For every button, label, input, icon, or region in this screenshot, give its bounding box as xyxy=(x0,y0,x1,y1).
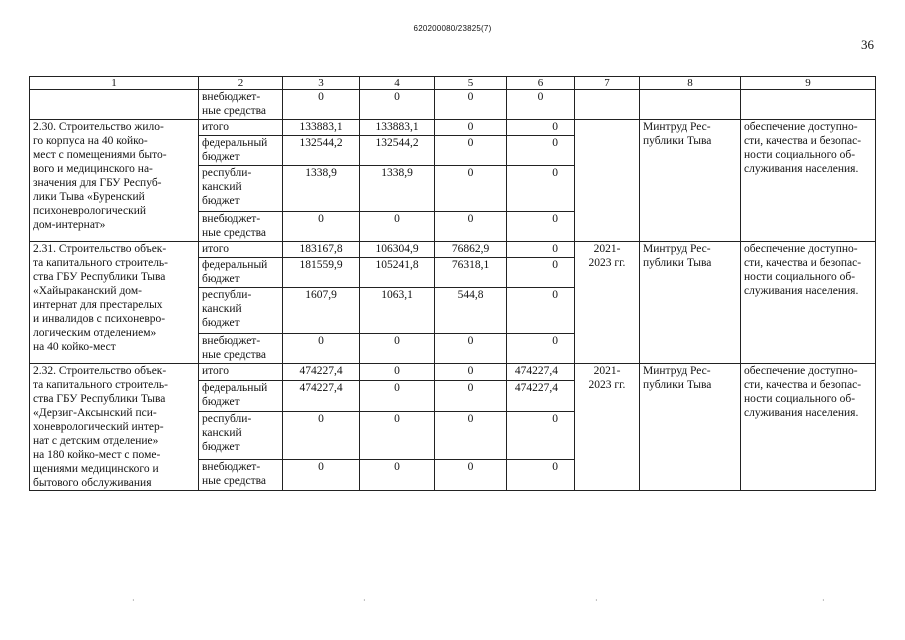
value-2023: 0 xyxy=(507,90,575,120)
value-total: 132544,2 xyxy=(283,136,360,166)
header-cell: 3 xyxy=(283,77,360,90)
value-2021: 0 xyxy=(360,411,435,459)
implementation-years: 2021- 2023 гг. xyxy=(575,242,640,364)
executor: Минтруд Рес- публики Тыва xyxy=(640,364,741,491)
value-2022: 0 xyxy=(435,136,507,166)
table-body xyxy=(30,77,876,491)
value-2021: 0 xyxy=(360,212,435,242)
object-title: 2.32. Строительство объек- та капитального строитель- ства ГБУ Республики Тыва «Дерзиг-Аксынский пси- хоневрологический интер- нат с детским отделение» на 180 койко-мест с поме- щениями медицинского и бытового обслуживания xyxy=(30,364,199,491)
value-2023: 0 xyxy=(507,258,575,288)
table-row xyxy=(30,242,876,258)
value-2022: 0 xyxy=(435,459,507,490)
value-2021: 1063,1 xyxy=(360,288,435,334)
value-2023: 0 xyxy=(507,459,575,490)
header-row xyxy=(30,77,876,90)
value-2023: 0 xyxy=(507,212,575,242)
header-cell: 7 xyxy=(575,77,640,90)
empty-cell xyxy=(575,90,640,120)
expected-result: обеспечение доступно- сти, качества и безопас- ности социального об- служивания населения. xyxy=(741,120,876,242)
page-number: 36 xyxy=(861,37,874,52)
value-2023: 0 xyxy=(507,334,575,364)
scan-artifact: · xyxy=(822,596,825,605)
value-total: 181559,9 xyxy=(283,258,360,288)
scan-artifact: · xyxy=(595,596,598,605)
value-total: 0 xyxy=(283,459,360,490)
continuation-row xyxy=(30,90,876,120)
value-total: 1338,9 xyxy=(283,166,360,212)
value-2023: 0 xyxy=(507,288,575,334)
value-total: 0 xyxy=(283,411,360,459)
funding-source: федеральный бюджет xyxy=(199,258,283,288)
value-total: 133883,1 xyxy=(283,120,360,136)
expected-result: обеспечение доступно- сти, качества и безопас- ности социального об- служивания населения. xyxy=(741,242,876,364)
header-cell: 9 xyxy=(741,77,876,90)
header-cell: 2 xyxy=(199,77,283,90)
scan-artifact: · xyxy=(132,596,135,605)
empty-cell xyxy=(640,90,741,120)
funding-source: внебюджет- ные средства xyxy=(199,90,283,120)
table-row xyxy=(30,120,876,136)
value-2021: 133883,1 xyxy=(360,120,435,136)
scan-artifact: · xyxy=(363,596,366,605)
funding-source: итого xyxy=(199,242,283,258)
value-total: 0 xyxy=(283,90,360,120)
value-2023: 0 xyxy=(507,166,575,212)
value-2022: 0 xyxy=(435,90,507,120)
value-total: 183167,8 xyxy=(283,242,360,258)
value-2021: 132544,2 xyxy=(360,136,435,166)
value-2022: 76318,1 xyxy=(435,258,507,288)
header-cell: 8 xyxy=(640,77,741,90)
budget-table xyxy=(29,76,876,491)
value-2023: 0 xyxy=(507,136,575,166)
value-2022: 0 xyxy=(435,380,507,411)
funding-source: внебюджет- ные средства xyxy=(199,334,283,364)
value-2022: 0 xyxy=(435,364,507,381)
funding-source: итого xyxy=(199,364,283,381)
funding-source: внебюджет- ные средства xyxy=(199,459,283,490)
value-total: 474227,4 xyxy=(283,380,360,411)
value-2021: 0 xyxy=(360,90,435,120)
header-cell: 1 xyxy=(30,77,199,90)
object-title: 2.30. Строительство жило- го корпуса на 40 койко- мест с помещениями быто- вого и медицинского на- значения для ГБУ Респуб- лики Тыва «Буренский психоневрологический дом-интернат» xyxy=(30,120,199,242)
funding-source: федеральный бюджет xyxy=(199,136,283,166)
funding-source: внебюджет- ные средства xyxy=(199,212,283,242)
executor: Минтруд Рес- публики Тыва xyxy=(640,242,741,364)
value-2023: 0 xyxy=(507,242,575,258)
value-2023: 0 xyxy=(507,411,575,459)
value-2021: 0 xyxy=(360,334,435,364)
object-title: 2.31. Строительство объек- та капитального строитель- ства ГБУ Республики Тыва «Хайыраканский дом- интернат для престарелых и инвалидов с психоневро- логическим отделением» на 40 койко-мест xyxy=(30,242,199,364)
expected-result: обеспечение доступно- сти, качества и безопас- ности социального об- служивания населения. xyxy=(741,364,876,491)
value-2022: 0 xyxy=(435,212,507,242)
funding-source: итого xyxy=(199,120,283,136)
table-row xyxy=(30,364,876,381)
implementation-years: 2021- 2023 гг. xyxy=(575,364,640,491)
value-2021: 106304,9 xyxy=(360,242,435,258)
value-2021: 1338,9 xyxy=(360,166,435,212)
header-cell: 4 xyxy=(360,77,435,90)
value-2021: 0 xyxy=(360,459,435,490)
funding-source: федеральный бюджет xyxy=(199,380,283,411)
value-2022: 544,8 xyxy=(435,288,507,334)
value-total: 1607,9 xyxy=(283,288,360,334)
header-cell: 5 xyxy=(435,77,507,90)
value-2022: 0 xyxy=(435,334,507,364)
value-2021: 0 xyxy=(360,364,435,381)
funding-source: республи- канский бюджет xyxy=(199,411,283,459)
value-2022: 0 xyxy=(435,166,507,212)
value-2021: 105241,8 xyxy=(360,258,435,288)
value-2022: 0 xyxy=(435,120,507,136)
implementation-years xyxy=(575,120,640,242)
value-2023: 0 xyxy=(507,120,575,136)
funding-source: республи- канский бюджет xyxy=(199,166,283,212)
empty-cell xyxy=(741,90,876,120)
value-total: 0 xyxy=(283,334,360,364)
value-total: 0 xyxy=(283,212,360,242)
executor: Минтруд Рес- публики Тыва xyxy=(640,120,741,242)
value-2022: 0 xyxy=(435,411,507,459)
header-cell: 6 xyxy=(507,77,575,90)
value-2023: 474227,4 xyxy=(507,364,575,381)
value-2023: 474227,4 xyxy=(507,380,575,411)
empty-cell xyxy=(30,90,199,120)
funding-source: республи- канский бюджет xyxy=(199,288,283,334)
value-2021: 0 xyxy=(360,380,435,411)
document-id: 620200080/23825(7) xyxy=(413,24,492,33)
value-total: 474227,4 xyxy=(283,364,360,381)
value-2022: 76862,9 xyxy=(435,242,507,258)
